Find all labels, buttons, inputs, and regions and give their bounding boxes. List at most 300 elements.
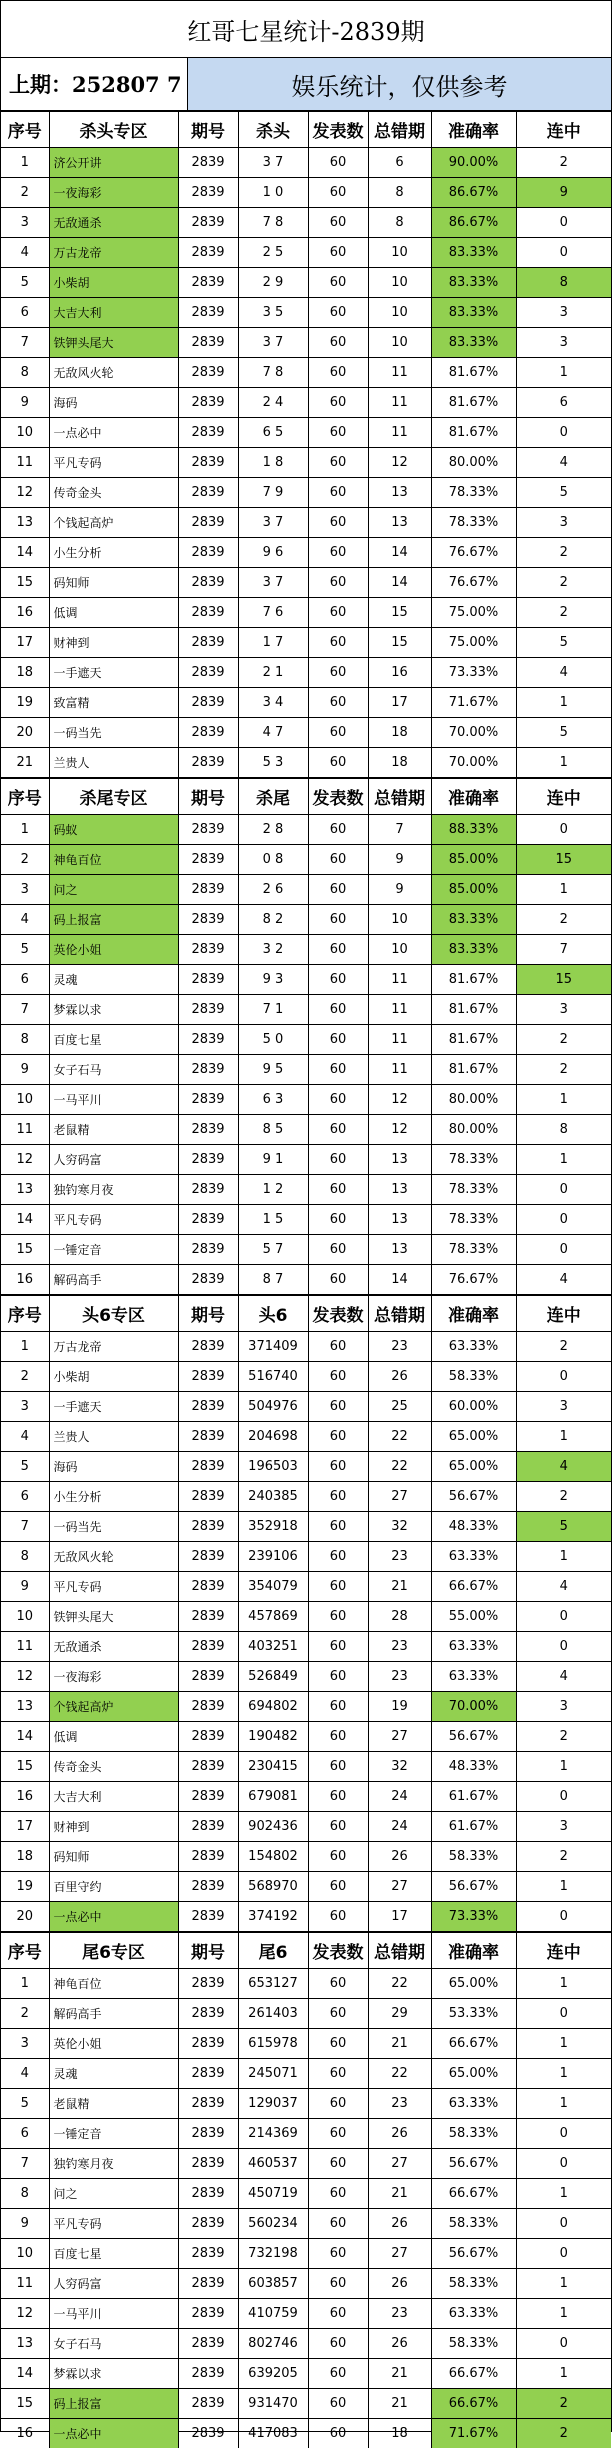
cell-streak: 3 [516, 328, 611, 358]
cell-accuracy: 63.33% [431, 1662, 516, 1692]
table-row [1, 328, 611, 358]
cell-streak: 1 [516, 1145, 611, 1175]
cell-numbers: 2 8 [238, 815, 308, 845]
section-header-row [1, 112, 611, 148]
cell-streak: 5 [516, 478, 611, 508]
cell-seq: 16 [1, 2419, 49, 2448]
cell-streak: 3 [516, 1692, 611, 1722]
table-row [1, 508, 611, 538]
subheader [1, 58, 611, 111]
column-header-published: 发表数 [308, 779, 368, 815]
cell-source: 百度七星 [49, 1025, 178, 1055]
cell-streak: 2 [516, 598, 611, 628]
cell-accuracy: 53.33% [431, 1999, 516, 2029]
cell-period: 2839 [178, 1542, 238, 1572]
cell-numbers: 352918 [238, 1512, 308, 1542]
cell-misses: 24 [368, 1812, 431, 1842]
cell-streak: 2 [516, 1055, 611, 1085]
cell-accuracy: 71.67% [431, 2419, 516, 2448]
cell-published: 60 [308, 178, 368, 208]
column-header-streak: 连中 [516, 1296, 611, 1332]
cell-published: 60 [308, 965, 368, 995]
table-row [1, 148, 611, 178]
column-header-published: 发表数 [308, 1296, 368, 1332]
cell-accuracy: 61.67% [431, 1782, 516, 1812]
cell-source: 一码当先 [49, 718, 178, 748]
cell-numbers: 516740 [238, 1362, 308, 1392]
table-row [1, 1025, 611, 1055]
cell-period: 2839 [178, 1572, 238, 1602]
cell-source: 人穷码富 [49, 1145, 178, 1175]
cell-numbers: 3 4 [238, 688, 308, 718]
cell-source: 一锤定音 [49, 1235, 178, 1265]
cell-accuracy: 66.67% [431, 2359, 516, 2389]
cell-numbers: 0 8 [238, 845, 308, 875]
cell-source: 一码当先 [49, 1512, 178, 1542]
cell-published: 60 [308, 1115, 368, 1145]
table-row [1, 178, 611, 208]
cell-misses: 12 [368, 448, 431, 478]
cell-misses: 26 [368, 2119, 431, 2149]
cell-period: 2839 [178, 2029, 238, 2059]
cell-streak: 5 [516, 718, 611, 748]
cell-period: 2839 [178, 148, 238, 178]
cell-misses: 15 [368, 598, 431, 628]
cell-period: 2839 [178, 358, 238, 388]
cell-source: 兰贵人 [49, 1422, 178, 1452]
cell-misses: 29 [368, 1999, 431, 2029]
cell-accuracy: 83.33% [431, 935, 516, 965]
cell-published: 60 [308, 2149, 368, 2179]
table-row [1, 1265, 611, 1295]
cell-misses: 15 [368, 628, 431, 658]
cell-seq: 3 [1, 1392, 49, 1422]
cell-source: 梦霖以求 [49, 995, 178, 1025]
cell-accuracy: 58.33% [431, 2269, 516, 2299]
cell-streak: 4 [516, 1452, 611, 1482]
column-header-misses: 总错期 [368, 779, 431, 815]
cell-seq: 9 [1, 1055, 49, 1085]
cell-source: 解码高手 [49, 1999, 178, 2029]
cell-numbers: 7 9 [238, 478, 308, 508]
table-row [1, 268, 611, 298]
table-row [1, 2179, 611, 2209]
cell-published: 60 [308, 148, 368, 178]
cell-published: 60 [308, 2089, 368, 2119]
cell-published: 60 [308, 1542, 368, 1572]
cell-accuracy: 81.67% [431, 358, 516, 388]
cell-accuracy: 56.67% [431, 2149, 516, 2179]
cell-streak: 0 [516, 208, 611, 238]
cell-accuracy: 78.33% [431, 1205, 516, 1235]
cell-streak: 4 [516, 1572, 611, 1602]
cell-accuracy: 58.33% [431, 2119, 516, 2149]
cell-seq: 18 [1, 1842, 49, 1872]
column-header-source: 杀头专区 [49, 112, 178, 148]
cell-published: 60 [308, 1999, 368, 2029]
table-row [1, 1362, 611, 1392]
cell-published: 60 [308, 268, 368, 298]
table-row [1, 1722, 611, 1752]
cell-source: 女子石马 [49, 2329, 178, 2359]
cell-seq: 2 [1, 178, 49, 208]
cell-published: 60 [308, 598, 368, 628]
cell-source: 百度七星 [49, 2239, 178, 2269]
cell-source: 万古龙帝 [49, 238, 178, 268]
cell-seq: 15 [1, 2389, 49, 2419]
table-row [1, 2059, 611, 2089]
cell-numbers: 615978 [238, 2029, 308, 2059]
cell-accuracy: 73.33% [431, 658, 516, 688]
table-row [1, 1999, 611, 2029]
column-header-numbers: 杀头 [238, 112, 308, 148]
table-row [1, 1145, 611, 1175]
cell-streak: 2 [516, 568, 611, 598]
cell-misses: 18 [368, 718, 431, 748]
cell-accuracy: 56.67% [431, 1482, 516, 1512]
cell-published: 60 [308, 1752, 368, 1782]
cell-numbers: 2 6 [238, 875, 308, 905]
cell-source: 码上报富 [49, 905, 178, 935]
cell-period: 2839 [178, 448, 238, 478]
table-row [1, 628, 611, 658]
cell-seq: 10 [1, 1085, 49, 1115]
cell-misses: 32 [368, 1512, 431, 1542]
cell-streak: 8 [516, 268, 611, 298]
cell-numbers: 2 9 [238, 268, 308, 298]
cell-misses: 11 [368, 418, 431, 448]
cell-numbers: 450719 [238, 2179, 308, 2209]
cell-seq: 8 [1, 358, 49, 388]
cell-seq: 9 [1, 1572, 49, 1602]
cell-numbers: 374192 [238, 1902, 308, 1932]
cell-seq: 1 [1, 1332, 49, 1362]
cell-misses: 27 [368, 1722, 431, 1752]
column-header-source: 头6专区 [49, 1296, 178, 1332]
cell-period: 2839 [178, 1145, 238, 1175]
cell-seq: 3 [1, 208, 49, 238]
cell-streak: 0 [516, 2239, 611, 2269]
cell-seq: 19 [1, 1872, 49, 1902]
cell-accuracy: 63.33% [431, 1332, 516, 1362]
cell-misses: 12 [368, 1085, 431, 1115]
table-row [1, 1782, 611, 1812]
cell-numbers: 7 1 [238, 995, 308, 1025]
cell-numbers: 8 2 [238, 905, 308, 935]
table-row [1, 1235, 611, 1265]
cell-source: 传奇金头 [49, 478, 178, 508]
cell-streak: 2 [516, 2419, 611, 2448]
cell-source: 一点必中 [49, 1902, 178, 1932]
cell-numbers: 732198 [238, 2239, 308, 2269]
cell-period: 2839 [178, 815, 238, 845]
cell-source: 一马平川 [49, 2299, 178, 2329]
cell-published: 60 [308, 2029, 368, 2059]
cell-source: 老鼠精 [49, 1115, 178, 1145]
cell-published: 60 [308, 1969, 368, 1999]
column-header-misses: 总错期 [368, 1933, 431, 1969]
table-row [1, 1969, 611, 1999]
cell-source: 小柴胡 [49, 268, 178, 298]
cell-source: 百里守约 [49, 1872, 178, 1902]
cell-streak: 0 [516, 2329, 611, 2359]
cell-seq: 3 [1, 875, 49, 905]
cell-streak: 3 [516, 1392, 611, 1422]
cell-streak: 15 [516, 845, 611, 875]
cell-seq: 7 [1, 995, 49, 1025]
cell-seq: 7 [1, 2149, 49, 2179]
cell-seq: 17 [1, 628, 49, 658]
cell-seq: 13 [1, 508, 49, 538]
cell-accuracy: 66.67% [431, 2389, 516, 2419]
table-row [1, 1692, 611, 1722]
cell-streak: 2 [516, 2389, 611, 2419]
cell-misses: 11 [368, 1055, 431, 1085]
cell-misses: 10 [368, 268, 431, 298]
cell-seq: 12 [1, 1145, 49, 1175]
section-table [1, 1932, 611, 2448]
cell-seq: 11 [1, 2269, 49, 2299]
cell-period: 2839 [178, 1362, 238, 1392]
table-row [1, 2149, 611, 2179]
cell-published: 60 [308, 1722, 368, 1752]
table-row [1, 815, 611, 845]
cell-misses: 27 [368, 1482, 431, 1512]
cell-published: 60 [308, 875, 368, 905]
cell-source: 梦霖以求 [49, 2359, 178, 2389]
cell-streak: 0 [516, 2149, 611, 2179]
column-header-accuracy: 准确率 [431, 779, 516, 815]
cell-published: 60 [308, 1692, 368, 1722]
cell-source: 无敌风火轮 [49, 358, 178, 388]
cell-misses: 26 [368, 2209, 431, 2239]
cell-accuracy: 75.00% [431, 598, 516, 628]
cell-source: 码知师 [49, 1842, 178, 1872]
cell-seq: 12 [1, 1662, 49, 1692]
cell-accuracy: 63.33% [431, 1632, 516, 1662]
cell-period: 2839 [178, 1632, 238, 1662]
table-row [1, 208, 611, 238]
section-table [1, 778, 611, 1295]
cell-seq: 1 [1, 148, 49, 178]
cell-published: 60 [308, 2179, 368, 2209]
column-header-source: 尾6专区 [49, 1933, 178, 1969]
cell-published: 60 [308, 748, 368, 778]
cell-streak: 0 [516, 1362, 611, 1392]
column-header-seq: 序号 [1, 1933, 49, 1969]
cell-seq: 11 [1, 1632, 49, 1662]
column-header-numbers: 杀尾 [238, 779, 308, 815]
cell-numbers: 694802 [238, 1692, 308, 1722]
cell-accuracy: 65.00% [431, 1452, 516, 1482]
cell-published: 60 [308, 1422, 368, 1452]
cell-period: 2839 [178, 1265, 238, 1295]
table-row [1, 2359, 611, 2389]
cell-accuracy: 66.67% [431, 1572, 516, 1602]
cell-misses: 13 [368, 1235, 431, 1265]
previous-draw: 上期：252807 7 [1, 58, 188, 110]
cell-source: 英伦小姐 [49, 2029, 178, 2059]
cell-accuracy: 66.67% [431, 2179, 516, 2209]
cell-misses: 22 [368, 2059, 431, 2089]
column-header-accuracy: 准确率 [431, 112, 516, 148]
cell-streak: 1 [516, 1969, 611, 1999]
cell-seq: 10 [1, 418, 49, 448]
cell-seq: 13 [1, 2329, 49, 2359]
cell-seq: 15 [1, 1752, 49, 1782]
cell-period: 2839 [178, 298, 238, 328]
cell-published: 60 [308, 1512, 368, 1542]
cell-seq: 5 [1, 2089, 49, 2119]
cell-source: 低调 [49, 598, 178, 628]
cell-period: 2839 [178, 2059, 238, 2089]
cell-period: 2839 [178, 875, 238, 905]
cell-streak: 1 [516, 1422, 611, 1452]
cell-published: 60 [308, 1812, 368, 1842]
cell-published: 60 [308, 448, 368, 478]
cell-published: 60 [308, 845, 368, 875]
cell-published: 60 [308, 208, 368, 238]
cell-period: 2839 [178, 845, 238, 875]
cell-misses: 11 [368, 388, 431, 418]
cell-period: 2839 [178, 1205, 238, 1235]
cell-published: 60 [308, 1085, 368, 1115]
column-header-accuracy: 准确率 [431, 1933, 516, 1969]
cell-source: 小生分析 [49, 538, 178, 568]
table-row [1, 1482, 611, 1512]
cell-numbers: 2 5 [238, 238, 308, 268]
cell-source: 大吉大利 [49, 1782, 178, 1812]
cell-misses: 19 [368, 1692, 431, 1722]
cell-numbers: 5 7 [238, 1235, 308, 1265]
cell-misses: 12 [368, 1115, 431, 1145]
cell-accuracy: 90.00% [431, 148, 516, 178]
cell-misses: 13 [368, 478, 431, 508]
cell-streak: 2 [516, 148, 611, 178]
table-row [1, 2299, 611, 2329]
cell-period: 2839 [178, 1999, 238, 2029]
cell-misses: 27 [368, 2149, 431, 2179]
cell-misses: 14 [368, 1265, 431, 1295]
cell-numbers: 1 0 [238, 178, 308, 208]
cell-misses: 24 [368, 1782, 431, 1812]
cell-misses: 13 [368, 1175, 431, 1205]
cell-source: 老鼠精 [49, 2089, 178, 2119]
cell-period: 2839 [178, 1692, 238, 1722]
cell-misses: 10 [368, 328, 431, 358]
table-row [1, 388, 611, 418]
cell-period: 2839 [178, 1512, 238, 1542]
cell-numbers: 679081 [238, 1782, 308, 1812]
cell-streak: 0 [516, 1602, 611, 1632]
cell-streak: 1 [516, 2299, 611, 2329]
section-header-row [1, 779, 611, 815]
cell-numbers: 2 1 [238, 658, 308, 688]
cell-accuracy: 71.67% [431, 688, 516, 718]
column-header-seq: 序号 [1, 112, 49, 148]
cell-numbers: 931470 [238, 2389, 308, 2419]
cell-streak: 2 [516, 1332, 611, 1362]
cell-numbers: 214369 [238, 2119, 308, 2149]
cell-published: 60 [308, 1572, 368, 1602]
cell-streak: 4 [516, 1662, 611, 1692]
cell-streak: 1 [516, 2179, 611, 2209]
cell-seq: 14 [1, 1722, 49, 1752]
cell-accuracy: 70.00% [431, 748, 516, 778]
table-row [1, 568, 611, 598]
cell-streak: 0 [516, 1205, 611, 1235]
cell-misses: 10 [368, 935, 431, 965]
cell-streak: 2 [516, 538, 611, 568]
cell-period: 2839 [178, 1392, 238, 1422]
cell-seq: 20 [1, 718, 49, 748]
cell-misses: 13 [368, 508, 431, 538]
cell-misses: 22 [368, 1422, 431, 1452]
cell-accuracy: 83.33% [431, 268, 516, 298]
cell-numbers: 261403 [238, 1999, 308, 2029]
cell-period: 2839 [178, 1969, 238, 1999]
cell-accuracy: 85.00% [431, 875, 516, 905]
cell-misses: 16 [368, 658, 431, 688]
cell-period: 2839 [178, 1842, 238, 1872]
cell-numbers: 3 2 [238, 935, 308, 965]
cell-published: 60 [308, 1782, 368, 1812]
cell-numbers: 639205 [238, 2359, 308, 2389]
cell-streak: 0 [516, 815, 611, 845]
cell-published: 60 [308, 328, 368, 358]
cell-source: 铁钾头尾大 [49, 1602, 178, 1632]
cell-period: 2839 [178, 598, 238, 628]
cell-streak: 5 [516, 1512, 611, 1542]
cell-misses: 8 [368, 208, 431, 238]
cell-seq: 2 [1, 1999, 49, 2029]
cell-period: 2839 [178, 328, 238, 358]
cell-source: 灵魂 [49, 965, 178, 995]
cell-streak: 0 [516, 1632, 611, 1662]
cell-source: 海码 [49, 1452, 178, 1482]
cell-accuracy: 78.33% [431, 1175, 516, 1205]
stats-tables [1, 111, 611, 2448]
cell-streak: 4 [516, 1265, 611, 1295]
table-row [1, 1055, 611, 1085]
table-row [1, 688, 611, 718]
cell-published: 60 [308, 508, 368, 538]
cell-published: 60 [308, 2359, 368, 2389]
cell-period: 2839 [178, 268, 238, 298]
table-row [1, 238, 611, 268]
cell-accuracy: 76.67% [431, 538, 516, 568]
cell-published: 60 [308, 995, 368, 1025]
cell-numbers: 457869 [238, 1602, 308, 1632]
cell-seq: 4 [1, 238, 49, 268]
cell-published: 60 [308, 2389, 368, 2419]
page-title: 红哥七星统计-2839期 [1, 1, 611, 58]
cell-streak: 0 [516, 1999, 611, 2029]
cell-published: 60 [308, 1902, 368, 1932]
cell-source: 大吉大利 [49, 298, 178, 328]
cell-numbers: 354079 [238, 1572, 308, 1602]
cell-source: 小柴胡 [49, 1362, 178, 1392]
cell-published: 60 [308, 2269, 368, 2299]
cell-period: 2839 [178, 1812, 238, 1842]
cell-streak: 1 [516, 2089, 611, 2119]
cell-misses: 17 [368, 1902, 431, 1932]
cell-source: 无敌通杀 [49, 208, 178, 238]
cell-period: 2839 [178, 178, 238, 208]
table-row [1, 1902, 611, 1932]
section-header-row [1, 1933, 611, 1969]
cell-misses: 21 [368, 2179, 431, 2209]
